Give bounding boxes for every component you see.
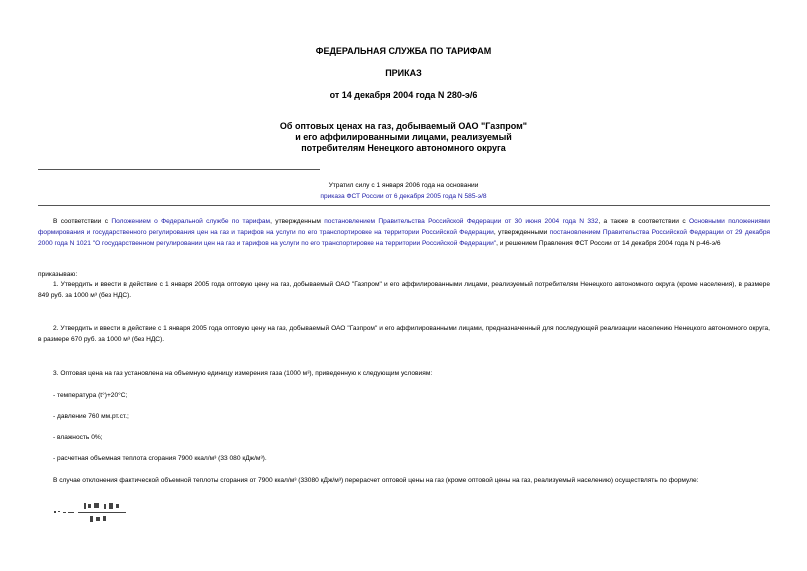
item-2-paragraph: [38, 324, 770, 346]
item-1-text: 1. Утвердить и ввести в действие с 1 января 2005 года оптовую цену на газ, добываемый ОАО "Газпром" и его аффилированными лицами, реализуемый потребителям Ненецкого автономного округа (кроме населения), в размере 849 руб. за 1000 м³ (без НДС).: [38, 281, 770, 299]
formula-image: [54, 500, 134, 526]
orders-label: приказываю:: [38, 271, 78, 278]
doc-date-number: от 14 декабря 2004 года N 280-э/6: [329, 90, 478, 100]
condition-heat-value: - расчетная объемная теплота сгорания 7900 ккал/м³ (33 080 кДж/м³).: [53, 455, 267, 462]
link-resolution-332[interactable]: постановлением Правительства Российской Федерации от 30 июня 2004 года N 332: [324, 218, 599, 225]
preamble-text-3: , а также в соответствии с: [598, 218, 689, 225]
item-2-text: 2. Утвердить и ввести в действие с 1 января 2005 года оптовую цену на газ, добываемый ОАО "Газпром" и его аффилированными лицами, предназначенный для последующей реализации населению Ненецкого автономного округа, в размере 670 руб. за 1000 м³ (без НДС).: [38, 325, 770, 343]
doc-type-title: ПРИКАЗ: [385, 68, 422, 78]
item-1-paragraph: [38, 280, 770, 302]
status-note: Утратил силу с 1 января 2006 года на основании: [328, 182, 479, 189]
condition-temperature: - температура (t°)+20°С;: [53, 392, 128, 399]
link-basic-provisions[interactable]: Основными положениями формирования и государственного регулирования цен на газ и тарифов на услуги по его транспортировке на территории Российской Федерации: [38, 218, 770, 236]
subject-line-1: Об оптовых ценах на газ, добываемый ОАО "Газпром": [279, 121, 528, 131]
deviation-text: В случае отклонения фактической объемной теплоты сгорания от 7900 ккал/м³ (33080 кДж/м³) перерасчет оптовой цены на газ (кроме оптовой цены на газ, реализуемый населению) осуществлять по формуле:: [53, 477, 699, 484]
link-fst-regulation[interactable]: Положением о Федеральной службе по тарифам: [111, 218, 271, 225]
preamble-paragraph: [38, 217, 770, 249]
divider-top: [38, 169, 320, 170]
preamble-text-1: В соответствии с: [53, 218, 112, 225]
condition-pressure: - давление 760 мм.рт.ст.;: [53, 413, 129, 420]
link-resolution-1021[interactable]: постановлением Правительства Российской Федерации от 29 декабря 2000 года N 1021 "О государственном регулировании цен на газ и тарифов на услуги по его транспортировке на территории Российской Федерации": [38, 228, 770, 247]
subject-line-3: потребителям Ненецкого автономного округа: [301, 143, 506, 153]
subject-line-2: и его аффилированными лицами, реализуемый: [295, 132, 512, 142]
preamble-text-5: , и решением Правления ФСТ России от 14 декабря 2004 года N р-46-э/6: [496, 239, 721, 247]
status-link[interactable]: приказа ФСТ России от 6 декабря 2005 года N 585-э/8: [320, 193, 487, 200]
item-3-text: 3. Оптовая цена на газ установлена на объемную единицу измерения газа (1000 м³), приведенную к следующим условиям:: [53, 370, 433, 377]
divider-bottom: [38, 205, 770, 206]
condition-humidity: - влажность 0%;: [53, 434, 103, 441]
preamble-text-4: , утвержденными: [493, 228, 550, 236]
agency-title: ФЕДЕРАЛЬНАЯ СЛУЖБА ПО ТАРИФАМ: [315, 46, 492, 56]
preamble-text-2: , утвержденным: [270, 218, 325, 225]
